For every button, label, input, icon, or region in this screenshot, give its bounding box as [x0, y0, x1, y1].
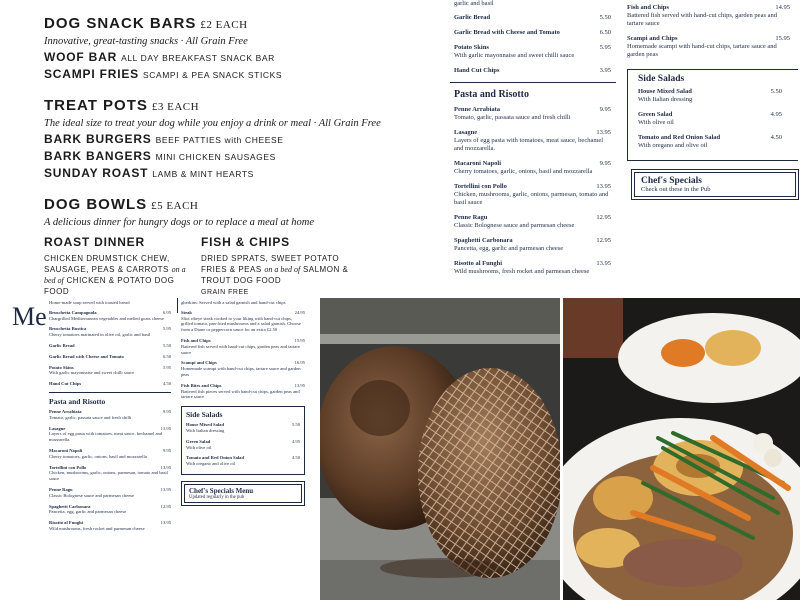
intro-text: Home-made soup served with toasted bread	[49, 300, 130, 305]
item-desc: Pancetta, egg, garlic and parmesan cheese	[454, 245, 564, 252]
side-salads-list	[186, 422, 300, 467]
menu-column-2	[181, 300, 305, 506]
starters-list	[454, 14, 611, 75]
menu-item	[638, 134, 792, 150]
menu-item	[49, 487, 171, 499]
dog-bowls-heading	[44, 195, 421, 216]
desc-part: on a bed of	[44, 265, 186, 285]
item-name: FISH & CHIPS	[201, 235, 290, 249]
item-name: Tortellini con Pollo	[49, 464, 87, 470]
item-name: Lasagne	[49, 425, 66, 431]
item-price: 13.95	[160, 464, 171, 470]
menu-item	[49, 343, 171, 349]
item-price: 13.95	[160, 425, 171, 431]
item-desc: Homemade scampi with hand-cut chips, tartare sauce and garden peas	[627, 43, 777, 58]
item-name: WOOF BAR	[44, 50, 118, 64]
item-desc: Cherry tomatoes, garlic, onions, basil and mozzarella	[454, 168, 593, 175]
item-price: 4.50	[770, 134, 782, 141]
item-name: BARK BANGERS	[44, 149, 152, 163]
item-price: 4.95	[770, 111, 782, 118]
menu-item-row	[454, 67, 611, 75]
item-foot: GRAIN FREE	[201, 289, 249, 296]
item-desc: LAMB & MINT HEARTS	[152, 169, 254, 179]
item-price: 5.50	[291, 422, 300, 428]
item-price: 9.95	[599, 106, 611, 113]
menu-page-bottom-left	[0, 298, 320, 600]
item-price: 4.50	[291, 455, 300, 461]
snack-bars-price: £2 EACH	[200, 19, 248, 31]
item-desc: With garlic mayonnaise and sweet chilli sauce	[49, 370, 135, 376]
item-name: Risotto al Funghi	[454, 260, 503, 267]
dog-bowls-title: DOG BOWLS	[44, 196, 148, 213]
item-desc: Homemade scampi with hand-cut chips, tartare sauce and garden peas	[181, 366, 301, 377]
item-desc: BEEF PATTIES with CHEESE	[155, 135, 284, 145]
item-name: Potato Skins	[49, 364, 74, 370]
item-desc: Wild mushrooms, fresh rocket and parmesan cheese	[454, 268, 590, 275]
item-name: Garlic Bread	[49, 342, 75, 348]
menu-item-row	[454, 237, 611, 245]
menu-column-1	[49, 300, 171, 537]
pasta-heading: Pasta and Risotto	[49, 396, 106, 406]
menu-item	[49, 465, 171, 482]
menu-item	[49, 520, 171, 532]
menu-item-row	[454, 29, 611, 37]
item-price: 3.95	[599, 67, 611, 74]
item-price: 9.95	[162, 447, 171, 453]
item-name: SCAMPI FRIES	[44, 67, 139, 81]
cauliflower-2	[764, 449, 782, 467]
item-desc: With Italian dressing	[186, 427, 225, 433]
item-desc: With Italian dressing	[638, 96, 693, 103]
menu-item	[49, 326, 171, 338]
item-price: 13.95	[596, 129, 611, 136]
item-name: Risotto al Funghi	[49, 520, 83, 526]
item-name: Fish Bites and Chips	[181, 382, 222, 388]
item-desc: With oregano and olive oil	[186, 461, 236, 467]
chefs-specials-box	[631, 169, 799, 200]
item-name: Green Salad	[638, 111, 673, 118]
treat-pots-tagline: The ideal size to treat your dog while you enjoy a drink or meal · All Grain Free	[44, 118, 381, 129]
item-name: Garlic Bread with Cheese and Tomato	[454, 29, 560, 36]
item-price: 13.95	[596, 260, 611, 267]
side-salads-box	[181, 406, 305, 475]
menu-item-row	[49, 343, 171, 349]
item-price: 13.95	[294, 382, 305, 388]
menu-item	[454, 160, 611, 176]
item-price: 9.95	[162, 408, 171, 414]
side-salads-heading: Side Salads	[186, 410, 223, 420]
item-name: Garlic Bread with Cheese and Tomato	[49, 353, 124, 359]
menu-item-row	[454, 160, 611, 168]
item-price: 16.95	[294, 360, 305, 366]
item-name: BARK BURGERS	[44, 132, 152, 146]
item-desc: Classic Bolognese sauce and parmesan cheese	[49, 492, 135, 498]
item-name: Steak	[181, 309, 192, 315]
menu-item-row	[454, 129, 611, 137]
divider	[49, 392, 171, 393]
item-name: House Mixed Salad	[186, 422, 225, 428]
pasta-list	[49, 409, 171, 532]
item-name: Garlic Bread	[454, 14, 491, 21]
menu-item-row	[454, 14, 611, 22]
item-price: 4.95	[291, 438, 300, 444]
chefs-specials-subtitle: Check out these in the Pub	[641, 186, 711, 193]
item-name: Scampi and Chips	[181, 360, 217, 366]
background-sign	[563, 298, 623, 358]
item-name: Bruschetta Rustica	[49, 326, 87, 332]
item-desc	[201, 253, 351, 286]
item-price: 6.95	[162, 309, 171, 315]
menu-item	[454, 214, 611, 230]
menu-item	[454, 106, 611, 122]
item-name: Macaroni Napoli	[454, 160, 502, 167]
item-desc: ALL DAY BREAKFAST SNACK BAR	[121, 53, 275, 63]
starters-list	[49, 310, 171, 387]
menu-item	[454, 29, 611, 37]
item-desc: Cherry tomatoes marinated in olive oil, garlic and basil	[49, 332, 151, 338]
oven-wall	[320, 298, 560, 338]
desc-part: DRIED SPRATS, SWEET POTATO FRIES & PEAS	[201, 254, 340, 274]
item-desc: With olive oil	[638, 119, 674, 126]
menu-item	[49, 365, 171, 377]
item-desc: MINI CHICKEN SAUSAGES	[155, 152, 276, 162]
menu-item	[181, 310, 305, 333]
item-desc: Pancetta, egg, garlic and parmesan cheese	[49, 509, 127, 515]
menu-item	[49, 504, 171, 516]
menu-item	[186, 422, 300, 434]
item-desc: Layers of egg pasta with tomatoes, meat sauce, bechamel and mozzarella.	[49, 431, 163, 443]
item-name: Spaghetti Carbonara	[454, 237, 513, 244]
menu-item	[638, 111, 792, 127]
meat-crust	[350, 380, 410, 436]
item-desc: With oregano and olive oil	[638, 142, 708, 149]
chefs-specials-box	[181, 481, 305, 506]
menu-item	[181, 360, 305, 377]
roast-dinner-photo	[563, 298, 800, 600]
menu-item-row	[454, 106, 611, 114]
divider	[450, 82, 616, 83]
item-price: 5.50	[599, 14, 611, 21]
menu-item	[638, 88, 792, 104]
back-plate	[618, 313, 800, 403]
item-desc: Battered fish pieces served with hand-cut chips, garden peas and tartare sauce	[181, 388, 300, 400]
item-desc: Battered fish served with hand-cut chips, garden peas and tartare sauce	[181, 343, 300, 355]
item-name: Tortellini con Pollo	[454, 183, 507, 190]
item-desc: Chicken, mushrooms, garlic, onions, parmesan, tomato and basil sauce	[49, 470, 168, 482]
menu-item	[454, 129, 611, 153]
oven-rail	[320, 334, 560, 344]
menu-item	[181, 383, 305, 400]
dog-bowls-columns	[44, 234, 421, 298]
item-name: Penne Arrabiata	[49, 408, 82, 414]
divider	[177, 298, 178, 313]
menu-item	[44, 131, 421, 148]
desc-part: SALMON & TROUT DOG FOOD	[201, 265, 349, 285]
intro-text: gherkins. Served with a salad garnish and hand-cut chips	[181, 300, 286, 305]
item-name: SUNDAY ROAST	[44, 166, 149, 180]
menu-item	[181, 338, 305, 355]
item-price: 12.95	[160, 503, 171, 509]
roasting-meat-illustration	[320, 298, 560, 600]
pasta-heading: Pasta and Risotto	[454, 89, 530, 100]
item-name: Penne Ragu	[454, 214, 488, 221]
item-name: Spaghetti Carbonara	[49, 503, 91, 509]
menu-item-row	[627, 4, 790, 12]
item-desc: Cherry tomatoes, garlic, onions, basil and mozzarella	[49, 453, 147, 459]
roast-beef	[623, 539, 743, 587]
menu-item	[454, 183, 611, 207]
menu-item-row	[49, 354, 171, 360]
intro-text: garlic and basil	[454, 0, 494, 7]
item-desc: Chicken, mushrooms, garlic, onions, parmesan, tomato and basil sauce	[454, 191, 609, 206]
menu-item	[454, 67, 611, 75]
item-price: 12.95	[596, 214, 611, 221]
item-price: 6.50	[162, 353, 171, 359]
item-desc: With garlic mayonnaise and sweet chilli sauce	[454, 52, 575, 59]
desc-part: CHICKEN & POTATO DOG FOOD	[44, 276, 175, 296]
mains-list	[181, 310, 305, 400]
side-salads-list	[638, 88, 792, 150]
treat-pots-title: TREAT POTS	[44, 97, 148, 114]
treat-pots-heading	[44, 96, 421, 117]
item-price: 5.95	[162, 364, 171, 370]
item-name: Tomato and Red Onion Salad	[638, 134, 721, 141]
item-name: House Mixed Salad	[638, 88, 692, 95]
item-name: Penne Ragu	[49, 486, 73, 492]
menu-item-row	[627, 35, 790, 43]
menu-item	[49, 310, 171, 322]
desc-part: on a bed of	[264, 265, 301, 274]
menu-title-fragment: Me	[12, 302, 47, 331]
menu-page-top-middle	[421, 0, 617, 298]
roasting-meat-photo	[320, 298, 560, 600]
dog-menu-panel	[0, 0, 421, 298]
item-desc: Layers of egg pasta with tomatoes, meat sauce, bechamel and mozzarella.	[454, 137, 604, 152]
item-desc: Wild mushrooms, fresh rocket and parmesan cheese	[49, 525, 145, 531]
snack-bars-heading	[44, 14, 421, 35]
menu-item	[627, 35, 800, 59]
item-price: 5.95	[599, 44, 611, 51]
menu-item	[49, 409, 171, 421]
menu-item	[186, 439, 300, 451]
menu-item-row	[454, 214, 611, 222]
item-name: Lasagne	[454, 129, 478, 136]
item-price: 13.95	[160, 520, 171, 526]
menu-item	[49, 381, 171, 387]
menu-item	[186, 455, 300, 467]
yorkshire-pudding-back	[705, 330, 761, 366]
snack-bars-title: DOG SNACK BARS	[44, 15, 197, 32]
item-desc: Tomato, garlic, passata sauce and fresh chilli	[49, 414, 132, 420]
item-name: Bruschetta Campagnola	[49, 309, 97, 315]
menu-item	[44, 49, 421, 66]
item-price: 5.95	[162, 326, 171, 332]
item-name: Hand Cut Chips	[49, 381, 82, 387]
item-desc: Classic Bolognese sauce and parmesan cheese	[454, 222, 575, 229]
item-price: 15.95	[294, 337, 305, 343]
item-name: ROAST DINNER	[44, 235, 145, 249]
menu-item-row	[638, 111, 782, 119]
item-name: Scampi and Chips	[627, 35, 678, 42]
item-desc: Tomato, garlic, passata sauce and fresh chilli	[454, 114, 571, 121]
menu-item	[49, 426, 171, 443]
menu-item	[454, 260, 611, 276]
dog-bowls-price: £5 EACH	[151, 200, 199, 212]
item-price: 13.95	[160, 486, 171, 492]
menu-item-row	[454, 183, 611, 191]
item-desc: With olive oil	[186, 444, 212, 450]
item-price: 13.95	[596, 183, 611, 190]
item-desc: Chargrilled Mediterranean vegetables and melted goats cheese	[49, 315, 164, 321]
menu-item	[44, 66, 421, 83]
item-name: Fish and Chips	[181, 337, 211, 343]
menu-item	[44, 165, 421, 182]
pasta-list	[454, 106, 611, 276]
item-desc: Battered fish served with hand-cut chips, garden peas and tartare sauce	[627, 12, 777, 27]
item-name: Hand Cut Chips	[454, 67, 500, 74]
menu-item	[49, 448, 171, 460]
menu-item-row	[454, 260, 611, 268]
item-desc: Sliot ribeye steak cooked to your liking with hand-cut chips, grilled tomato, pan-fried mushrooms and a salad garnish. Choose from a Diane or peppercorn sauce for an extra £2.50	[181, 315, 301, 333]
snack-bars-tagline: Innovative, great-tasting snacks · All Grain Free	[44, 36, 248, 47]
menu-item	[454, 14, 611, 22]
chefs-specials-subtitle: Updated regularly in the pub	[189, 494, 245, 500]
item-name: Green Salad	[186, 438, 211, 444]
menu-item	[454, 44, 611, 60]
item-price: 14.95	[775, 4, 790, 11]
dog-bowls-tagline: A delicious dinner for hungry dogs or to replace a meal at home	[44, 217, 315, 228]
meat-juices	[380, 558, 500, 578]
menu-page-top-right	[617, 0, 800, 298]
menu-item	[49, 354, 171, 360]
item-desc: SCAMPI & PEA SNACK STICKS	[142, 70, 283, 80]
item-name: Potato Skins	[454, 44, 489, 51]
menu-item-row	[638, 134, 782, 142]
item-name: Tomato and Red Onion Salad	[186, 455, 245, 461]
side-salads-heading: Side Salads	[638, 74, 685, 84]
menu-item	[44, 148, 421, 165]
side-salads-box	[627, 69, 798, 161]
bowl-roast-dinner	[44, 234, 187, 298]
menu-item	[454, 237, 611, 253]
menu-item-row	[454, 44, 611, 52]
desc-part: CHICKEN DRUMSTICK CHEW, SAUSAGE, PEAS & CARROTS	[44, 254, 170, 274]
item-price: 24.95	[294, 309, 305, 315]
menu-item-row	[638, 88, 782, 96]
chefs-specials-title: Chef's Specials Menu	[189, 486, 254, 495]
butchers-netting	[418, 368, 560, 578]
item-price: 15.95	[775, 35, 790, 42]
treat-pots-price: £3 EACH	[151, 101, 200, 113]
item-price: 6.50	[599, 29, 611, 36]
bowl-fish-chips	[201, 234, 351, 298]
menu-item-row	[49, 381, 171, 387]
item-name: Penne Arrabiata	[454, 106, 501, 113]
roast-dinner-illustration	[563, 298, 800, 600]
mains-list	[627, 0, 800, 59]
item-price: 9.95	[599, 160, 611, 167]
item-price: 5.50	[770, 88, 782, 95]
carrot-swede-mash	[661, 339, 705, 367]
item-name: Macaroni Napoli	[49, 447, 83, 453]
item-desc	[44, 253, 187, 297]
item-price: 4.50	[162, 381, 171, 387]
item-name: Fish and Chips	[627, 4, 669, 11]
item-price: 5.50	[162, 342, 171, 348]
chefs-specials-title: Chef's Specials	[641, 176, 702, 186]
menu-item	[627, 4, 800, 28]
item-price: 12.95	[596, 237, 611, 244]
